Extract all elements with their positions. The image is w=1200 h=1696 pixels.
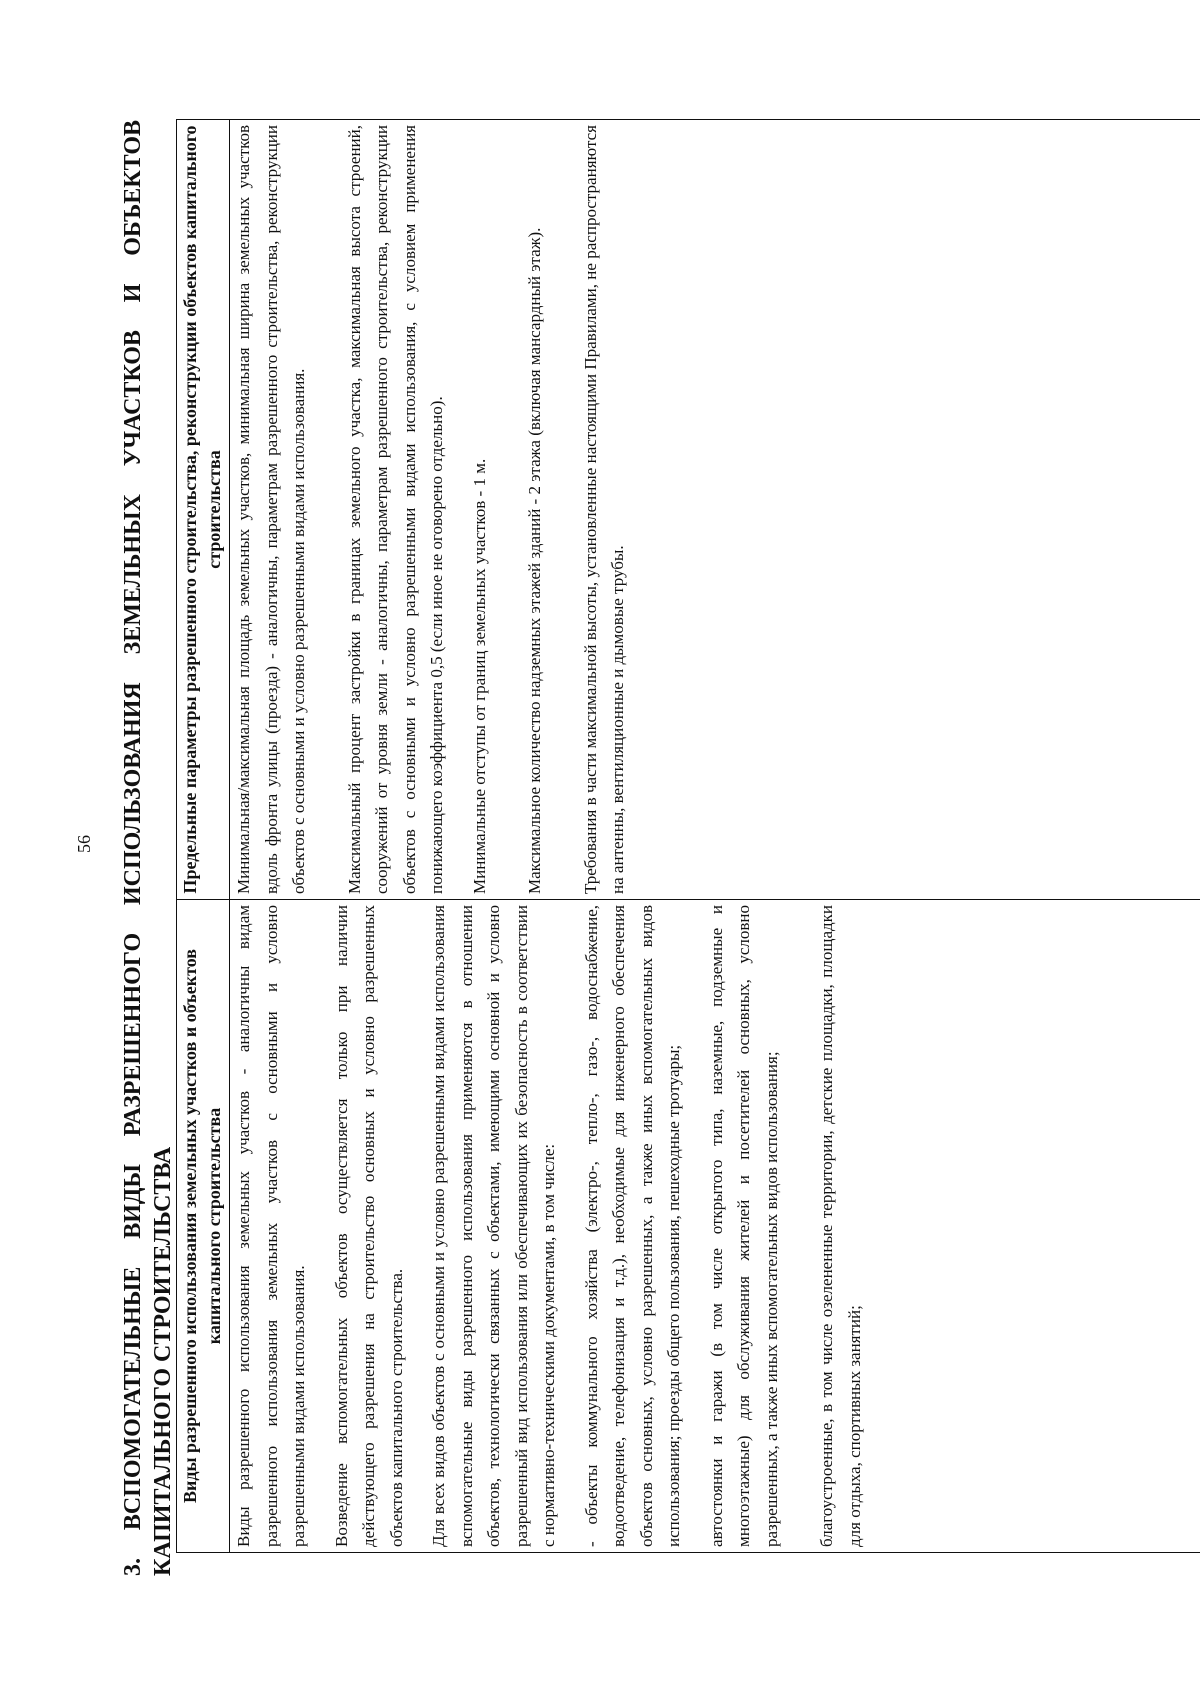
uses-paragraph: - объекты коммунального хозяйства (электро-, тепло-, газо-, водоснабжение, водоотведение, телефонизация и т.д.), необходимые для инженерного обеспечения объектов основных, условно разрешенных, а также иных вспомогательных видов использования; проезды общего пользования, пешеходные тротуары; xyxy=(581,905,683,1547)
uses-paragraph: Виды разрешенного использования земельных участков - аналогичны видам разрешенного использования земельных участков с основными и условно разрешенными видами использования. xyxy=(234,905,308,1547)
section-heading: 3. ВСПОМОГАТЕЛЬНЫЕ ВИДЫ РАЗРЕШЕННОГО ИСПОЛЬЗОВАНИЯ ЗЕМЕЛЬНЫХ УЧАСТКОВ И ОБЪЕКТОВ КАПИТАЛЬНОГО СТРОИТЕЛЬСТВА xyxy=(120,120,176,1576)
table-body-row xyxy=(230,120,1200,1553)
parameters-paragraph: Требования в части максимальной высоты, установленные настоящими Правилами, не распространяются на антенны, вентиляционные и дымовые трубы. xyxy=(580,125,627,894)
permitted-uses-cell xyxy=(230,900,1200,1553)
parameters-paragraph: Максимальное количество надземных этажей зданий - 2 этажа (включая мансардный этаж). xyxy=(525,227,544,894)
header-limit-parameters: Предельные параметры разрешенного строительства, реконструкции объектов капитального строительства xyxy=(177,120,230,900)
parameters-paragraph: Минимальная/максимальная площадь земельных участков, минимальная ширина земельных участков вдоль фронта улицы (проезда) - аналогичны, параметрам разрешенного строительства, реконструкции объектов с основными и условно разрешенными видами использования. xyxy=(234,125,308,894)
uses-paragraph: автостоянки и гаражи (в том числе открытого типа, наземные, подземные и многоэтажные) для обслуживания жителей и посетителей основных, условно разрешенных, а также иных вспомогательных видов использования; xyxy=(706,905,781,1547)
uses-paragraph: Для всех видов объектов с основными и условно разрешенными видами использования вспомогательные виды разрешенного использования применяются в отношении объектов, технологически связанных с объектами, имеющими основной и условно разрешенный вид использования или обеспечивающих их безопасность в соответствии с нормативно-техническими документами, в том числе: xyxy=(429,905,558,1547)
limit-parameters-cell xyxy=(230,120,1200,900)
table-header-row xyxy=(177,120,230,1553)
uses-paragraph: благоустроенные, в том числе озелененные территории, детские площадки, площадки для отдыха, спортивных занятий; xyxy=(817,905,864,1547)
parameters-paragraph: Максимальный процент застройки в границах земельного участка, максимальная высота строений, сооружений от уровня земли - аналогичны, параметрам разрешенного строительства, реконструкции объектов с основными и условно разрешенными видами использования, с условием применения понижающего коэффициента 0,5 (если иное не оговорено отдельно). xyxy=(344,125,446,894)
rules-table xyxy=(176,119,1200,1553)
page-number: 56 xyxy=(74,835,94,853)
header-permitted-uses: Виды разрешенного использования земельных участков и объектов капитального строительства xyxy=(177,900,230,1553)
uses-paragraph: Возведение вспомогательных объектов осуществляется только при наличии действующего разрешения на строительство основных и условно разрешенных объектов капитального строительства. xyxy=(331,905,406,1547)
parameters-paragraph: Минимальные отступы от границ земельных участков - 1 м. xyxy=(469,458,489,894)
